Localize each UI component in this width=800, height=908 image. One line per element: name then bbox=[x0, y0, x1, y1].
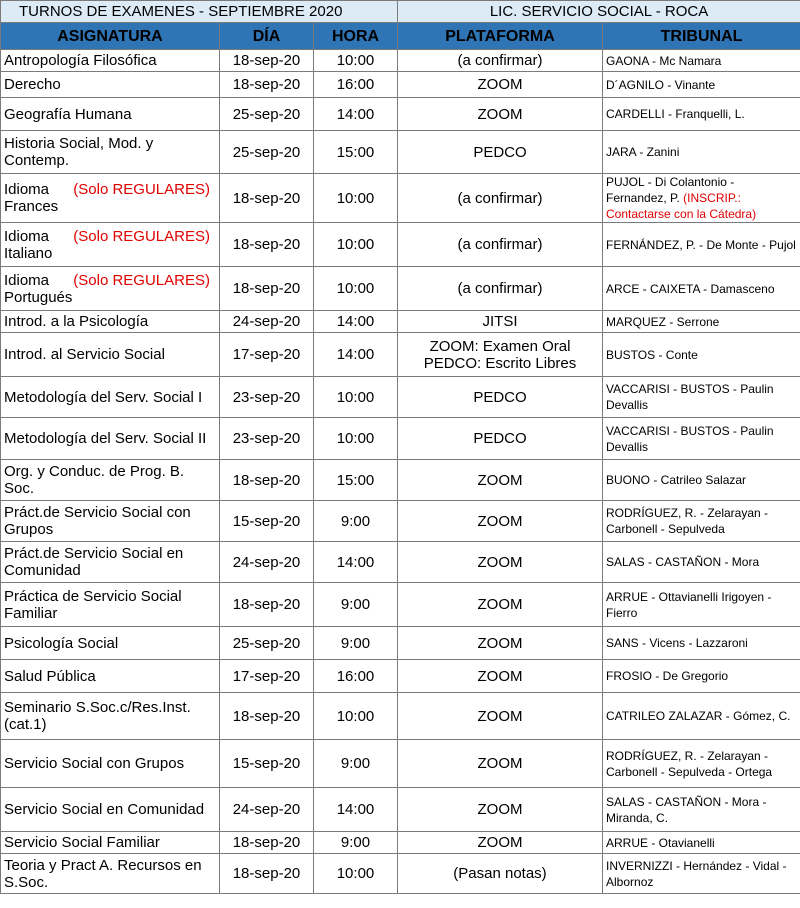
tribunal-cell bbox=[603, 50, 800, 72]
platform-text: ZOOM bbox=[477, 634, 523, 652]
day-cell: 18-sep-20 bbox=[220, 72, 314, 98]
platform-text: (a confirmar) bbox=[457, 52, 543, 69]
platform-text: ZOOM bbox=[477, 512, 523, 530]
inscription-note: (INSCRIP.: Contactarse con la Cátedra) bbox=[606, 191, 757, 221]
subject-cell bbox=[1, 377, 220, 418]
tribunal-cell bbox=[603, 854, 800, 894]
tribunal-members: INVERNIZZI - Hernández - Vidal - Albornoz bbox=[606, 858, 787, 889]
day-cell: 18-sep-20 bbox=[220, 267, 314, 311]
platform-cell bbox=[398, 740, 603, 788]
day-cell: 18-sep-20 bbox=[220, 854, 314, 894]
subject-name: Salud Pública bbox=[4, 667, 96, 685]
tribunal-members: VACCARISI - BUSTOS - Paulin Devallis bbox=[606, 382, 774, 412]
platform-cell bbox=[398, 660, 603, 693]
table-row bbox=[1, 542, 800, 583]
platform-text: JITSI bbox=[482, 313, 518, 330]
platform-text: ZOOM bbox=[477, 76, 523, 93]
platform-cell bbox=[398, 131, 603, 174]
platform-cell bbox=[398, 832, 603, 854]
time-cell: 10:00 bbox=[314, 174, 398, 223]
regular-only-note: (Solo REGULARES) bbox=[73, 271, 210, 289]
tribunal-members: BUSTOS - Conte bbox=[606, 347, 698, 362]
day-cell: 18-sep-20 bbox=[220, 460, 314, 501]
tribunal-members: CATRILEO ZALAZAR - Gómez, C. bbox=[606, 709, 791, 723]
tribunal-members: ARRUE - Ottavianelli Irigoyen - Fierro bbox=[606, 589, 772, 620]
platform-cell bbox=[398, 460, 603, 501]
subject-name: Práctica de Servicio Social Familiar bbox=[4, 587, 182, 622]
time-cell: 15:00 bbox=[314, 131, 398, 174]
tribunal-members: MARQUEZ - Serrone bbox=[606, 314, 720, 329]
tribunal-cell bbox=[603, 333, 800, 377]
time-cell: 16:00 bbox=[314, 72, 398, 98]
day-cell: 18-sep-20 bbox=[220, 223, 314, 267]
platform-text: ZOOM bbox=[477, 801, 523, 818]
time-cell: 14:00 bbox=[314, 788, 398, 832]
platform-text: (a confirmar) bbox=[457, 280, 543, 297]
subject-name: Servicio Social en Comunidad bbox=[4, 801, 205, 818]
subject-name: Metodología del Serv. Social I bbox=[4, 388, 203, 406]
table-row bbox=[1, 50, 800, 72]
time-cell: 10:00 bbox=[314, 50, 398, 72]
platform-text: PEDCO bbox=[473, 143, 527, 161]
platform-cell bbox=[398, 333, 603, 377]
platform-cell bbox=[398, 627, 603, 660]
time-cell: 10:00 bbox=[314, 267, 398, 311]
subject-name: Org. y Conduc. de Prog. B. Soc. bbox=[4, 463, 185, 497]
subject-cell bbox=[1, 788, 220, 832]
platform-cell bbox=[398, 377, 603, 418]
subject-name: Derecho bbox=[4, 76, 61, 93]
platform-cell bbox=[398, 311, 603, 333]
subject-name: Idioma Portugués bbox=[4, 271, 73, 306]
subject-cell bbox=[1, 223, 220, 267]
tribunal-members: ARCE - CAIXETA - Damasceno bbox=[606, 281, 775, 296]
tribunal-members: PUJOL - Di Colantonio - Fernandez, P. bbox=[606, 175, 735, 205]
subject-cell bbox=[1, 333, 220, 377]
platform-text: (a confirmar) bbox=[457, 236, 543, 253]
platform-text-secondary: PEDCO: Escrito Libres bbox=[423, 354, 577, 372]
platform-text: ZOOM bbox=[477, 755, 523, 772]
tribunal-cell bbox=[603, 583, 800, 627]
tribunal-members: RODRÍGUEZ, R. - Zelarayan - Carbonell - Sepulveda bbox=[606, 506, 769, 536]
tribunal-cell bbox=[603, 627, 800, 660]
subject-cell bbox=[1, 460, 220, 501]
table-row bbox=[1, 311, 800, 333]
time-cell: 14:00 bbox=[314, 311, 398, 333]
platform-cell bbox=[398, 267, 603, 311]
time-cell: 9:00 bbox=[314, 832, 398, 854]
platform-text: ZOOM bbox=[477, 471, 523, 489]
day-cell: 18-sep-20 bbox=[220, 50, 314, 72]
tribunal-cell bbox=[603, 267, 800, 311]
tribunal-cell bbox=[603, 788, 800, 832]
tribunal-cell bbox=[603, 131, 800, 174]
platform-text: PEDCO bbox=[473, 430, 527, 447]
subject-cell bbox=[1, 50, 220, 72]
platform-cell bbox=[398, 542, 603, 583]
day-cell: 15-sep-20 bbox=[220, 501, 314, 542]
platform-text: PEDCO bbox=[473, 388, 527, 406]
subject-name: Práct.de Servicio Social con Grupos bbox=[4, 504, 191, 538]
tribunal-cell bbox=[603, 72, 800, 98]
table-row bbox=[1, 131, 800, 174]
subject-name: Introd. al Servicio Social bbox=[4, 346, 165, 363]
col-header-platform: PLATAFORMA bbox=[398, 23, 603, 50]
table-row bbox=[1, 788, 800, 832]
subject-cell bbox=[1, 693, 220, 740]
col-header-subject: ASIGNATURA bbox=[1, 23, 220, 50]
tribunal-cell bbox=[603, 377, 800, 418]
table-row bbox=[1, 460, 800, 501]
day-cell: 25-sep-20 bbox=[220, 627, 314, 660]
time-cell: 9:00 bbox=[314, 627, 398, 660]
subject-name: Introd. a la Psicología bbox=[4, 313, 149, 330]
subject-name: Servicio Social Familiar bbox=[4, 834, 160, 851]
subject-cell bbox=[1, 854, 220, 894]
day-cell: 18-sep-20 bbox=[220, 583, 314, 627]
platform-text: ZOOM bbox=[477, 596, 523, 613]
subject-cell bbox=[1, 627, 220, 660]
platform-cell bbox=[398, 418, 603, 460]
time-cell: 10:00 bbox=[314, 854, 398, 894]
subject-cell bbox=[1, 72, 220, 98]
tribunal-cell bbox=[603, 740, 800, 788]
tribunal-members: BUONO - Catrileo Salazar bbox=[606, 473, 747, 487]
table-row bbox=[1, 174, 800, 223]
table-row bbox=[1, 333, 800, 377]
day-cell: 17-sep-20 bbox=[220, 660, 314, 693]
subject-name: Seminario S.Soc.c/Res.Inst.(cat.1) bbox=[4, 699, 191, 733]
platform-text: ZOOM bbox=[477, 707, 523, 725]
day-cell: 23-sep-20 bbox=[220, 377, 314, 418]
time-cell: 15:00 bbox=[314, 460, 398, 501]
time-cell: 10:00 bbox=[314, 418, 398, 460]
platform-cell bbox=[398, 693, 603, 740]
table-row bbox=[1, 627, 800, 660]
col-header-tribunal: TRIBUNAL bbox=[603, 23, 800, 50]
tribunal-members: RODRÍGUEZ, R. - Zelarayan - Carbonell - Sepulveda - Ortega bbox=[606, 748, 773, 779]
table-row bbox=[1, 72, 800, 98]
subject-cell bbox=[1, 583, 220, 627]
table-row bbox=[1, 740, 800, 788]
tribunal-cell bbox=[603, 98, 800, 131]
regular-only-note: (Solo REGULARES) bbox=[73, 181, 210, 198]
subject-cell bbox=[1, 832, 220, 854]
table-row bbox=[1, 501, 800, 542]
table-row bbox=[1, 377, 800, 418]
time-cell: 14:00 bbox=[314, 98, 398, 131]
tribunal-members: VACCARISI - BUSTOS - Paulin Devallis bbox=[606, 423, 774, 454]
tribunal-cell bbox=[603, 223, 800, 267]
tribunal-cell bbox=[603, 660, 800, 693]
platform-text: ZOOM bbox=[477, 834, 523, 851]
tribunal-members: ARRUE - Otavianelli bbox=[606, 835, 715, 850]
day-cell: 23-sep-20 bbox=[220, 418, 314, 460]
tribunal-cell bbox=[603, 311, 800, 333]
platform-text: ZOOM bbox=[477, 667, 523, 685]
tribunal-members: SANS - Vicens - Lazzaroni bbox=[606, 636, 748, 650]
platform-text: ZOOM bbox=[477, 105, 523, 123]
subject-cell bbox=[1, 542, 220, 583]
tribunal-cell bbox=[603, 693, 800, 740]
subject-cell bbox=[1, 131, 220, 174]
platform-cell bbox=[398, 854, 603, 894]
time-cell: 14:00 bbox=[314, 333, 398, 377]
table-row bbox=[1, 660, 800, 693]
day-cell: 24-sep-20 bbox=[220, 311, 314, 333]
schedule-title: TURNOS DE EXAMENES - SEPTIEMBRE 2020 bbox=[1, 1, 398, 23]
subject-name: Práct.de Servicio Social en Comunidad bbox=[4, 545, 184, 579]
platform-cell bbox=[398, 98, 603, 131]
time-cell: 16:00 bbox=[314, 660, 398, 693]
table-row bbox=[1, 583, 800, 627]
table-row bbox=[1, 98, 800, 131]
platform-cell bbox=[398, 501, 603, 542]
subject-cell bbox=[1, 740, 220, 788]
tribunal-members: FROSIO - De Gregorio bbox=[606, 669, 729, 683]
tribunal-members: SALAS - CASTAÑON - Mora - Miranda, C. bbox=[606, 794, 767, 825]
subject-name: Metodología del Serv. Social II bbox=[4, 430, 207, 447]
day-cell: 18-sep-20 bbox=[220, 693, 314, 740]
time-cell: 10:00 bbox=[314, 223, 398, 267]
subject-cell bbox=[1, 311, 220, 333]
day-cell: 25-sep-20 bbox=[220, 131, 314, 174]
time-cell: 10:00 bbox=[314, 377, 398, 418]
time-cell: 9:00 bbox=[314, 501, 398, 542]
platform-text: ZOOM bbox=[477, 553, 523, 571]
col-header-day: DÍA bbox=[220, 23, 314, 50]
platform-text: (a confirmar) bbox=[457, 189, 543, 207]
table-row bbox=[1, 854, 800, 894]
subject-name: Servicio Social con Grupos bbox=[4, 755, 185, 772]
day-cell: 24-sep-20 bbox=[220, 542, 314, 583]
platform-cell bbox=[398, 788, 603, 832]
career-title: LIC. SERVICIO SOCIAL - ROCA bbox=[398, 1, 800, 23]
day-cell: 24-sep-20 bbox=[220, 788, 314, 832]
regular-only-note: (Solo REGULARES) bbox=[73, 227, 210, 245]
time-cell: 9:00 bbox=[314, 583, 398, 627]
subject-name: Idioma Italiano bbox=[4, 227, 53, 262]
col-header-time: HORA bbox=[314, 23, 398, 50]
platform-cell bbox=[398, 223, 603, 267]
tribunal-members: SALAS - CASTAÑON - Mora bbox=[606, 555, 760, 569]
subject-name: Geografía Humana bbox=[4, 105, 132, 123]
subject-name: Antropología Filosófica bbox=[4, 52, 157, 69]
platform-text: ZOOM: Examen Oral bbox=[429, 337, 571, 355]
table-row bbox=[1, 267, 800, 311]
table-row bbox=[1, 223, 800, 267]
subject-cell bbox=[1, 98, 220, 131]
tribunal-members: GAONA - Mc Namara bbox=[606, 53, 722, 68]
tribunal-cell bbox=[603, 460, 800, 501]
subject-cell bbox=[1, 660, 220, 693]
subject-cell bbox=[1, 418, 220, 460]
subject-name: Historia Social, Mod. y Contemp. bbox=[4, 135, 154, 169]
table-row bbox=[1, 832, 800, 854]
time-cell: 10:00 bbox=[314, 693, 398, 740]
tribunal-members: FERNÁNDEZ, P. - De Monte - Pujol bbox=[606, 237, 796, 252]
platform-cell bbox=[398, 50, 603, 72]
day-cell: 17-sep-20 bbox=[220, 333, 314, 377]
day-cell: 15-sep-20 bbox=[220, 740, 314, 788]
subject-name: Psicología Social bbox=[4, 634, 119, 652]
tribunal-members: CARDELLI - Franquelli, L. bbox=[606, 107, 745, 121]
tribunal-cell bbox=[603, 542, 800, 583]
tribunal-cell bbox=[603, 501, 800, 542]
platform-cell bbox=[398, 72, 603, 98]
table-row bbox=[1, 693, 800, 740]
platform-cell bbox=[398, 583, 603, 627]
platform-text: (Pasan notas) bbox=[453, 865, 547, 882]
tribunal-cell bbox=[603, 418, 800, 460]
subject-name: Idioma Frances bbox=[4, 181, 59, 215]
platform-cell bbox=[398, 174, 603, 223]
day-cell: 18-sep-20 bbox=[220, 174, 314, 223]
subject-cell bbox=[1, 501, 220, 542]
tribunal-members: JARA - Zanini bbox=[606, 145, 680, 159]
subject-cell bbox=[1, 174, 220, 223]
subject-cell bbox=[1, 267, 220, 311]
time-cell: 9:00 bbox=[314, 740, 398, 788]
tribunal-cell bbox=[603, 832, 800, 854]
tribunal-members: D´AGNILO - Vinante bbox=[606, 77, 716, 92]
time-cell: 14:00 bbox=[314, 542, 398, 583]
tribunal-cell bbox=[603, 174, 800, 223]
day-cell: 18-sep-20 bbox=[220, 832, 314, 854]
day-cell: 25-sep-20 bbox=[220, 98, 314, 131]
table-row bbox=[1, 418, 800, 460]
subject-name: Teoria y Pract A. Recursos en S.Soc. bbox=[4, 856, 202, 891]
